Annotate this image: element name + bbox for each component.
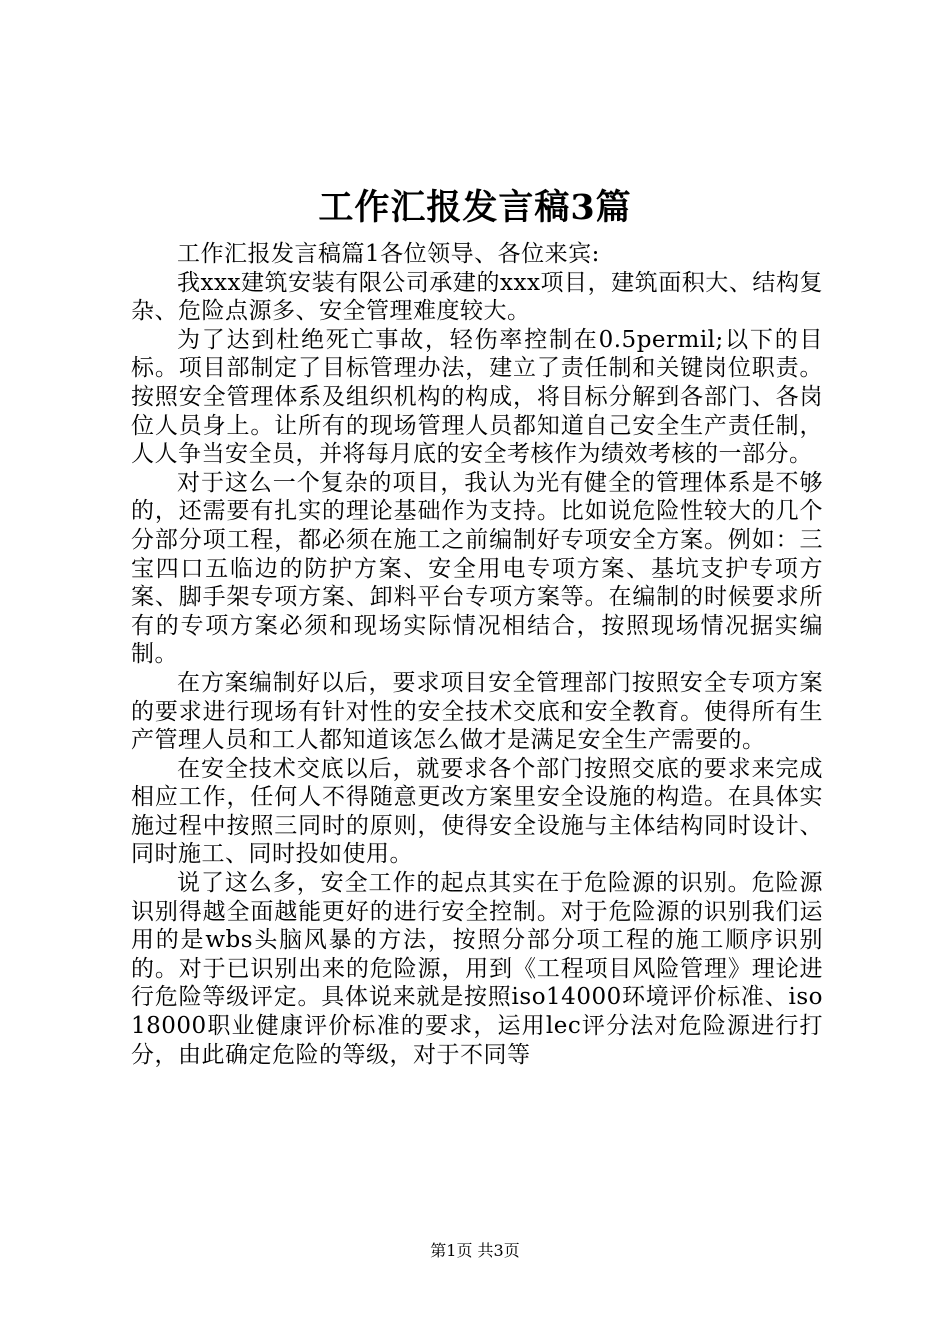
document-title: 工作汇报发言稿3篇 xyxy=(318,187,632,228)
paragraph: 说了这么多，安全工作的起点其实在于危险源的识别。危险源识别得越全面越能更好的进行安全控制。对于危险源的识别我们运用的是wbs头脑风暴的方法，按照分部分项工程的施工顺序识别的。对于已识别出来的危险源，用到《工程项目风险管理》理论进行危险等级评定。具体说来就是按照iso14000环境评价标准、iso18000职业健康评价标准的要求，运用lec评分法对危险源进行打分，由此确定危险的等级，对于不同等 xyxy=(131,870,823,1068)
paragraph: 工作汇报发言稿篇1各位领导、各位来宾: xyxy=(177,241,600,267)
paragraph: 在安全技术交底以后，就要求各个部门按照交底的要求来完成相应工作，任何人不得随意更改方案里安全设施的构造。在具体实施过程中按照三同时的原则，使得安全设施与主体结构同时设计、同时施工、同时投如使用。 xyxy=(131,755,823,868)
paragraph: 在方案编制好以后，要求项目安全管理部门按照安全专项方案的要求进行现场有针对性的安全技术交底和安全教育。使得所有生产管理人员和工人都知道该怎么做才是满足安全生产需要的。 xyxy=(131,669,823,754)
paragraph: 我xxx建筑安装有限公司承建的xxx项目，建筑面积大、结构复杂、危险点源多、安全管理难度较大。 xyxy=(131,269,823,325)
document-body xyxy=(131,240,823,1069)
paragraph: 为了达到杜绝死亡事故，轻伤率控制在0.5permil;以下的目标。项目部制定了目标管理办法，建立了责任制和关键岗位职责。按照安全管理体系及组织机构的构成，将目标分解到各部门、各岗位人员身上。让所有的现场管理人员都知道自己安全生产责任制，人人争当安全员，并将每月底的安全考核作为绩效考核的一部分。 xyxy=(131,326,823,468)
paragraph: 对于这么一个复杂的项目，我认为光有健全的管理体系是不够的，还需要有扎实的理论基础作为支持。比如说危险性较大的几个分部分项工程，都必须在施工之前编制好专项安全方案。例如：三宝四口五临边的防护方案、安全用电专项方案、基坑支护专项方案、脚手架专项方案、卸料平台专项方案等。在编制的时候要求所有的专项方案必须和现场实际情况相结合，按照现场情况据实编制。 xyxy=(131,469,823,668)
page-number-footer: 第1页 共3页 xyxy=(430,1241,520,1260)
